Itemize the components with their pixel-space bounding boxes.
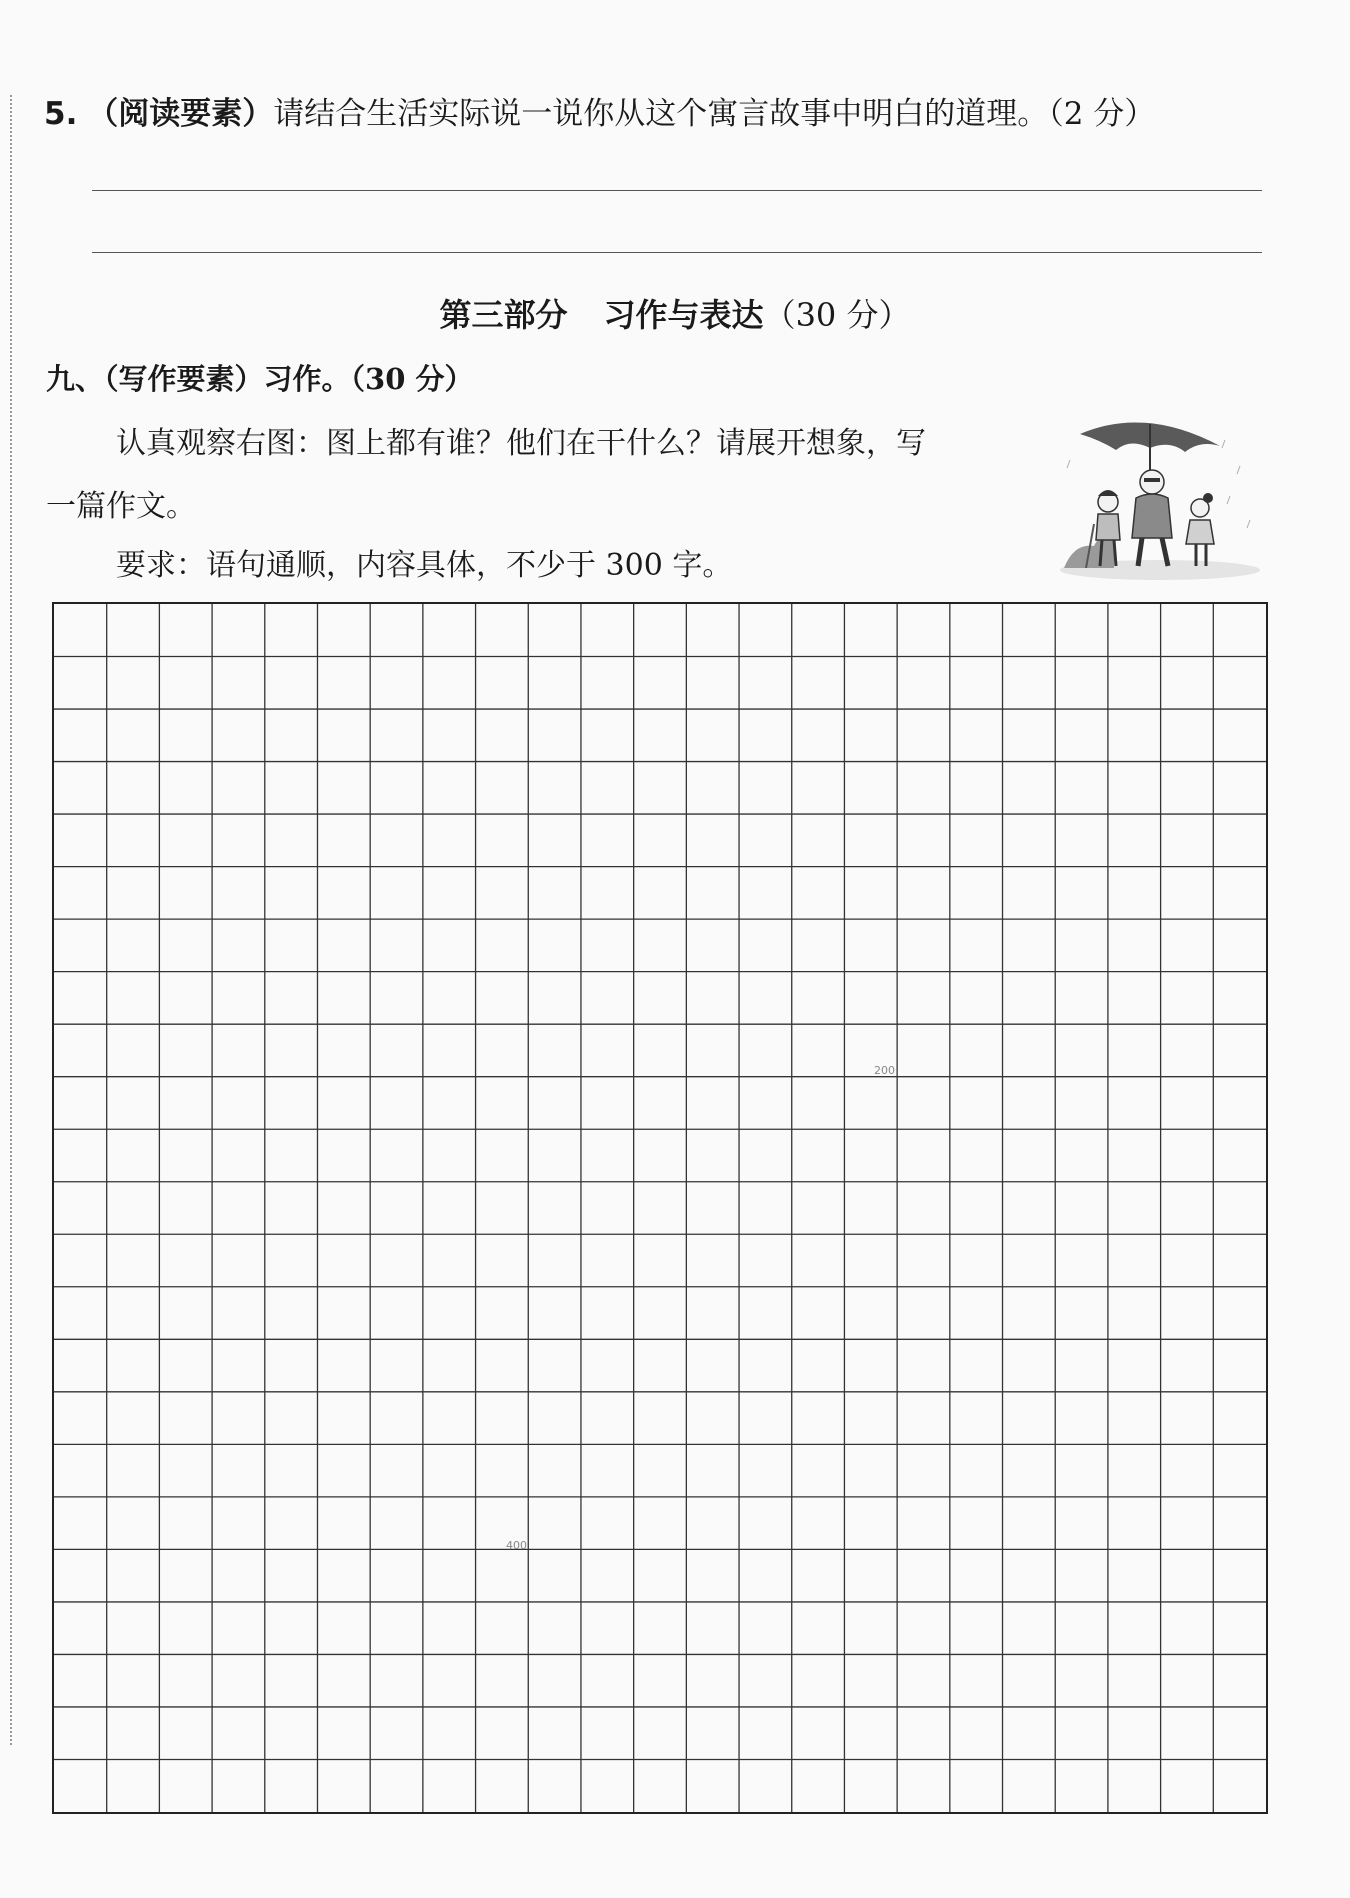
question-9-tag: （写作要素） bbox=[104, 362, 264, 396]
grid-marker-200: 200 bbox=[874, 1064, 895, 1077]
composition-grid[interactable] bbox=[52, 602, 1268, 1814]
section-title-subtitle: 习作与表达 bbox=[603, 296, 764, 334]
section-score: （30 分） bbox=[763, 296, 911, 334]
prompt-line-1: 认真观察右图：图上都有谁？他们在干什么？请展开想象，写 bbox=[116, 426, 926, 461]
writing-requirement: 要求：语句通顺，内容具体，不少于 300 字。 bbox=[116, 548, 733, 583]
question-9-text: 习作。（30 分） bbox=[263, 362, 474, 396]
question-9-number: 九、 bbox=[46, 362, 105, 396]
umbrella-family-illustration bbox=[1050, 420, 1265, 588]
writing-prompt bbox=[46, 412, 1046, 538]
question-5 bbox=[44, 88, 1155, 133]
answer-line-2[interactable] bbox=[92, 252, 1262, 253]
answer-line-1[interactable] bbox=[92, 190, 1262, 191]
grid-marker-400: 400 bbox=[506, 1539, 527, 1552]
section-title bbox=[0, 290, 1350, 336]
question-5-text: 请结合生活实际说一说你从这个寓言故事中明白的道理。（2 分） bbox=[273, 96, 1156, 132]
prompt-line-2: 一篇作文。 bbox=[46, 489, 196, 524]
question-5-tag: （阅读要素） bbox=[87, 96, 274, 132]
binding-dotted-line bbox=[10, 95, 12, 1745]
question-9 bbox=[46, 357, 473, 398]
section-title-part: 第三部分 bbox=[439, 296, 568, 334]
grid-lines bbox=[54, 604, 1268, 1814]
question-5-number: 5. bbox=[44, 96, 78, 132]
